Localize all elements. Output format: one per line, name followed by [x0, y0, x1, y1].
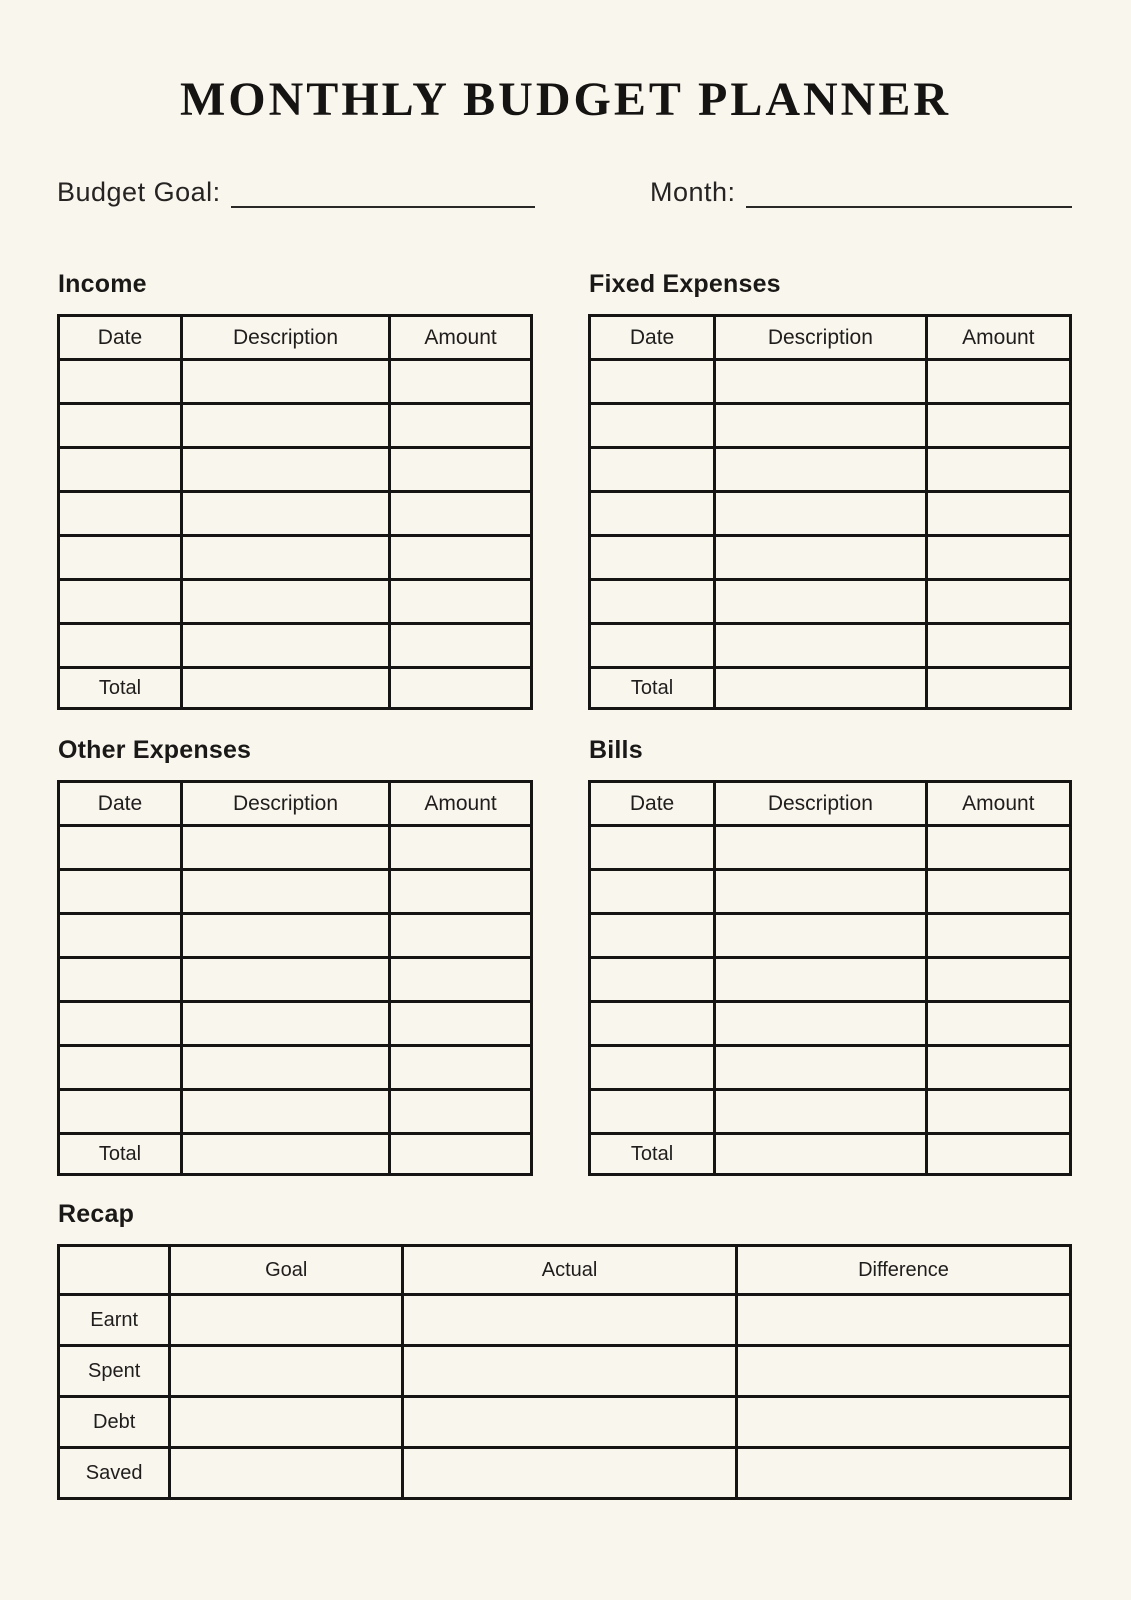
date-cell[interactable] — [59, 448, 182, 492]
table-row — [59, 958, 532, 1002]
date-cell[interactable] — [59, 1002, 182, 1046]
date-cell[interactable] — [59, 1046, 182, 1090]
date-cell[interactable] — [590, 492, 715, 536]
amount-cell[interactable] — [926, 870, 1070, 914]
recap-difference-cell[interactable] — [737, 1448, 1071, 1499]
date-cell[interactable] — [59, 492, 182, 536]
column-header: Date — [590, 316, 715, 360]
table-row — [590, 826, 1071, 870]
description-cell[interactable] — [181, 360, 389, 404]
table-row — [590, 624, 1071, 668]
total-description-cell[interactable] — [715, 1134, 927, 1175]
other-expenses-table — [57, 780, 533, 1176]
column-header: Description — [181, 782, 389, 826]
column-header: Amount — [390, 782, 532, 826]
recap-goal-cell[interactable] — [170, 1295, 403, 1346]
amount-cell[interactable] — [926, 826, 1070, 870]
description-cell[interactable] — [715, 448, 927, 492]
description-cell[interactable] — [181, 1046, 389, 1090]
table-row — [59, 360, 532, 404]
table-row — [59, 624, 532, 668]
column-header: Goal — [170, 1246, 403, 1295]
date-cell[interactable] — [590, 958, 715, 1002]
description-cell[interactable] — [181, 1090, 389, 1134]
recap-row-label: Saved — [59, 1448, 170, 1499]
empty-corner-cell — [59, 1246, 170, 1295]
table-row — [59, 914, 532, 958]
column-header: Difference — [737, 1246, 1071, 1295]
bills-heading: Bills — [589, 736, 643, 764]
date-cell[interactable] — [590, 914, 715, 958]
description-cell[interactable] — [715, 624, 927, 668]
table-row — [59, 1002, 532, 1046]
recap-section — [0, 1200, 1131, 1500]
amount-cell[interactable] — [390, 958, 532, 1002]
recap-goal-cell[interactable] — [170, 1397, 403, 1448]
fixed-expenses-table — [588, 314, 1072, 710]
total-label: Total — [590, 668, 715, 709]
date-cell[interactable] — [59, 826, 182, 870]
recap-row-label: Spent — [59, 1346, 170, 1397]
amount-cell[interactable] — [390, 826, 532, 870]
description-cell[interactable] — [181, 448, 389, 492]
amount-cell[interactable] — [390, 580, 532, 624]
header-fields — [0, 177, 1131, 208]
recap-actual-cell[interactable] — [403, 1346, 737, 1397]
date-cell[interactable] — [590, 448, 715, 492]
column-header: Amount — [390, 316, 532, 360]
recap-actual-cell[interactable] — [403, 1397, 737, 1448]
table-header-row — [59, 782, 532, 826]
date-cell[interactable] — [59, 1090, 182, 1134]
table-row — [590, 580, 1071, 624]
date-cell[interactable] — [59, 360, 182, 404]
date-cell[interactable] — [59, 580, 182, 624]
amount-cell[interactable] — [390, 1090, 532, 1134]
amount-cell[interactable] — [926, 1046, 1070, 1090]
date-cell[interactable] — [590, 826, 715, 870]
table-header-row — [59, 316, 532, 360]
table-row — [590, 1002, 1071, 1046]
description-cell[interactable] — [181, 914, 389, 958]
column-header: Amount — [926, 782, 1070, 826]
description-cell[interactable] — [715, 360, 927, 404]
table-row — [59, 1046, 532, 1090]
amount-cell[interactable] — [926, 914, 1070, 958]
date-cell[interactable] — [590, 1046, 715, 1090]
table-row — [590, 914, 1071, 958]
table-row — [59, 492, 532, 536]
total-label: Total — [59, 1134, 182, 1175]
description-cell[interactable] — [181, 1002, 389, 1046]
column-header: Description — [715, 782, 927, 826]
table-row — [590, 360, 1071, 404]
recap-actual-cell[interactable] — [403, 1448, 737, 1499]
description-cell[interactable] — [715, 404, 927, 448]
amount-cell[interactable] — [390, 536, 532, 580]
description-cell[interactable] — [715, 580, 927, 624]
total-row — [59, 1134, 532, 1175]
recap-difference-cell[interactable] — [737, 1397, 1071, 1448]
amount-cell[interactable] — [926, 492, 1070, 536]
description-cell[interactable] — [181, 404, 389, 448]
income-section — [57, 270, 533, 710]
recap-heading: Recap — [58, 1200, 135, 1228]
total-label: Total — [59, 668, 182, 709]
recap-goal-cell[interactable] — [170, 1346, 403, 1397]
description-cell[interactable] — [715, 1090, 927, 1134]
amount-cell[interactable] — [926, 958, 1070, 1002]
table-row — [590, 1090, 1071, 1134]
column-header: Date — [59, 316, 182, 360]
amount-cell[interactable] — [390, 492, 532, 536]
total-description-cell[interactable] — [181, 668, 389, 709]
recap-goal-cell[interactable] — [170, 1448, 403, 1499]
income-table — [57, 314, 533, 710]
recap-difference-cell[interactable] — [737, 1346, 1071, 1397]
amount-cell[interactable] — [390, 360, 532, 404]
description-cell[interactable] — [715, 1046, 927, 1090]
income-heading: Income — [58, 270, 147, 298]
description-cell[interactable] — [181, 580, 389, 624]
recap-table — [57, 1244, 1072, 1500]
description-cell[interactable] — [715, 958, 927, 1002]
total-row — [59, 668, 532, 709]
bills-table — [588, 780, 1072, 1176]
description-cell[interactable] — [715, 870, 927, 914]
column-header: Date — [590, 782, 715, 826]
table-row — [59, 404, 532, 448]
date-cell[interactable] — [59, 404, 182, 448]
table-row — [59, 448, 532, 492]
table-row — [590, 404, 1071, 448]
page-title: MONTHLY BUDGET PLANNER — [180, 73, 951, 126]
date-cell[interactable] — [59, 914, 182, 958]
recap-row — [59, 1397, 1071, 1448]
description-cell[interactable] — [181, 958, 389, 1002]
total-row — [590, 1134, 1071, 1175]
amount-cell[interactable] — [390, 1046, 532, 1090]
description-cell[interactable] — [715, 1002, 927, 1046]
recap-row-label: Debt — [59, 1397, 170, 1448]
total-label: Total — [590, 1134, 715, 1175]
table-row — [590, 1046, 1071, 1090]
description-cell[interactable] — [181, 826, 389, 870]
date-cell[interactable] — [590, 1090, 715, 1134]
table-header-row — [590, 782, 1071, 826]
amount-cell[interactable] — [926, 536, 1070, 580]
column-header: Date — [59, 782, 182, 826]
amount-cell[interactable] — [390, 404, 532, 448]
budget-goal-field — [57, 177, 535, 208]
column-header: Actual — [403, 1246, 737, 1295]
recap-row — [59, 1346, 1071, 1397]
date-cell[interactable] — [590, 624, 715, 668]
date-cell[interactable] — [59, 536, 182, 580]
date-cell[interactable] — [590, 1002, 715, 1046]
column-header: Description — [715, 316, 927, 360]
recap-row — [59, 1448, 1071, 1499]
table-row — [590, 870, 1071, 914]
other-expenses-section — [57, 736, 533, 1176]
description-cell[interactable] — [715, 826, 927, 870]
month-label: Month: — [650, 177, 736, 207]
description-cell[interactable] — [181, 870, 389, 914]
table-header-row — [59, 1246, 1071, 1295]
description-cell[interactable] — [181, 492, 389, 536]
fixed-expenses-section — [588, 270, 1072, 710]
month-line[interactable] — [746, 178, 1072, 208]
table-header-row — [590, 316, 1071, 360]
amount-cell[interactable] — [926, 404, 1070, 448]
budget-goal-line[interactable] — [231, 178, 535, 208]
description-cell[interactable] — [715, 492, 927, 536]
description-cell[interactable] — [715, 914, 927, 958]
table-row — [590, 492, 1071, 536]
amount-cell[interactable] — [926, 1002, 1070, 1046]
description-cell[interactable] — [181, 624, 389, 668]
amount-cell[interactable] — [390, 1002, 532, 1046]
total-row — [590, 668, 1071, 709]
recap-row — [59, 1295, 1071, 1346]
month-field — [650, 177, 1072, 208]
total-description-cell[interactable] — [715, 668, 927, 709]
tables-grid — [0, 270, 1131, 1176]
date-cell[interactable] — [590, 536, 715, 580]
amount-cell[interactable] — [926, 580, 1070, 624]
table-row — [590, 958, 1071, 1002]
date-cell[interactable] — [590, 404, 715, 448]
table-row — [59, 536, 532, 580]
amount-cell[interactable] — [926, 624, 1070, 668]
amount-cell[interactable] — [390, 448, 532, 492]
amount-cell[interactable] — [390, 914, 532, 958]
table-row — [59, 870, 532, 914]
date-cell[interactable] — [59, 870, 182, 914]
total-description-cell[interactable] — [181, 1134, 389, 1175]
amount-cell[interactable] — [390, 870, 532, 914]
fixed-expenses-heading: Fixed Expenses — [589, 270, 781, 298]
total-amount-cell[interactable] — [390, 1134, 532, 1175]
bills-section — [588, 736, 1072, 1176]
amount-cell[interactable] — [390, 624, 532, 668]
budget-goal-label: Budget Goal: — [57, 177, 221, 207]
date-cell[interactable] — [59, 624, 182, 668]
table-row — [590, 448, 1071, 492]
date-cell[interactable] — [590, 580, 715, 624]
description-cell[interactable] — [715, 536, 927, 580]
recap-difference-cell[interactable] — [737, 1295, 1071, 1346]
total-amount-cell[interactable] — [926, 668, 1070, 709]
other-expenses-heading: Other Expenses — [58, 736, 252, 764]
amount-cell[interactable] — [926, 448, 1070, 492]
table-row — [59, 1090, 532, 1134]
description-cell[interactable] — [181, 536, 389, 580]
date-cell[interactable] — [590, 360, 715, 404]
table-row — [59, 826, 532, 870]
total-amount-cell[interactable] — [926, 1134, 1070, 1175]
amount-cell[interactable] — [926, 1090, 1070, 1134]
column-header: Description — [181, 316, 389, 360]
table-row — [590, 536, 1071, 580]
table-row — [59, 580, 532, 624]
date-cell[interactable] — [59, 958, 182, 1002]
column-header: Amount — [926, 316, 1070, 360]
total-amount-cell[interactable] — [390, 668, 532, 709]
recap-actual-cell[interactable] — [403, 1295, 737, 1346]
date-cell[interactable] — [590, 870, 715, 914]
amount-cell[interactable] — [926, 360, 1070, 404]
recap-row-label: Earnt — [59, 1295, 170, 1346]
